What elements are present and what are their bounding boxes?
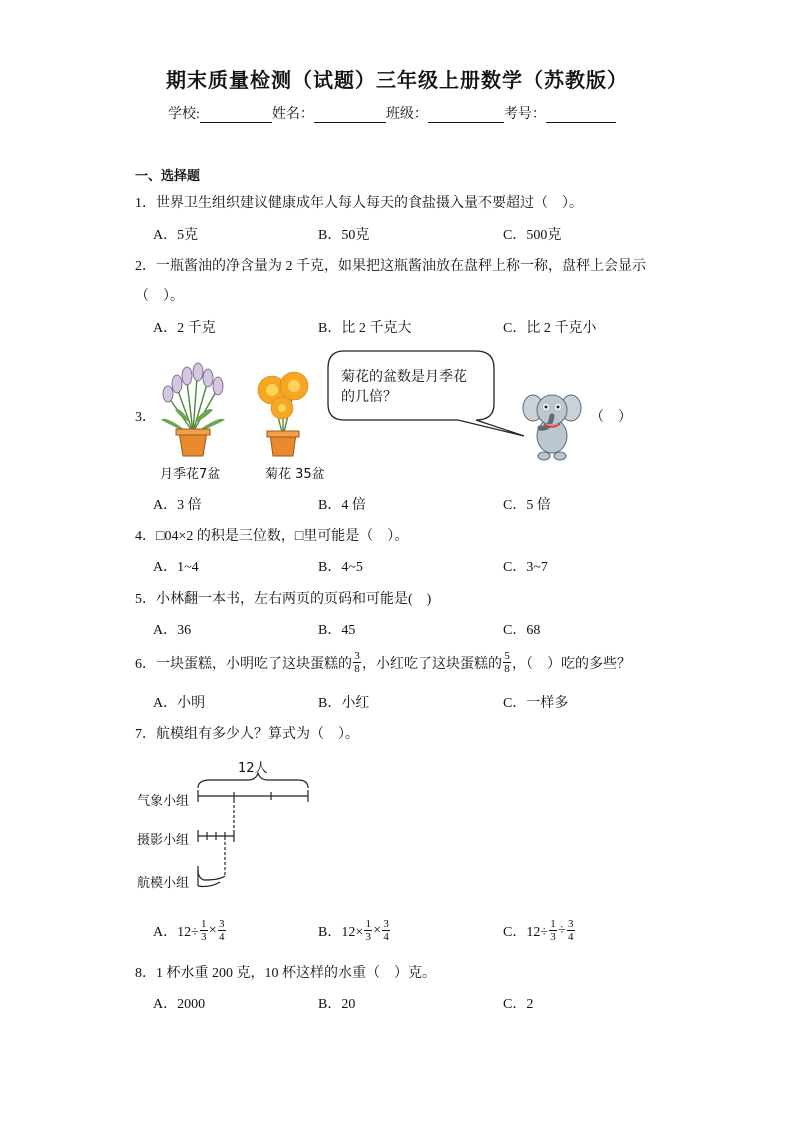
option-text: A．12÷ [153, 924, 199, 940]
question-4: 4．□04×2 的积是三位数，□里可能是（ ）。 [135, 529, 409, 544]
q1-option-b[interactable]: B．50克 [318, 228, 370, 243]
q7-option-b[interactable] [318, 918, 391, 943]
q6-option-c[interactable]: C．一样多 [503, 696, 569, 711]
q6-text-part2: ，小红吃了这块蛋糕的 [362, 656, 502, 672]
fraction-numerator: 3 [383, 918, 389, 930]
row-label-weather: 气象小组 [137, 794, 190, 809]
name-blank[interactable] [314, 108, 386, 123]
bubble-text-line1: 菊花的盆数是月季花 [341, 369, 467, 385]
q1-option-a[interactable]: A．5克 [153, 228, 199, 243]
q8-option-b[interactable]: B．20 [318, 997, 356, 1012]
q6-text-part3: ，（ ）吃的多些？ [512, 656, 631, 672]
rose-label: 月季花7盆 [160, 467, 221, 482]
fraction-numerator: 1 [201, 918, 207, 930]
fraction-3-8 [353, 650, 361, 675]
operator: × [373, 922, 382, 938]
q7-option-a[interactable] [153, 918, 227, 943]
q5-option-b[interactable]: B．45 [318, 623, 356, 638]
name-label: 姓名： [271, 107, 314, 122]
fraction-denominator: 3 [550, 931, 556, 943]
q4-option-c[interactable]: C．3~7 [503, 560, 548, 575]
fraction-3-4 [218, 918, 226, 943]
question-5: 5．小林翻一本书，左右两页的页码和可能是( ) [135, 592, 432, 607]
q4-option-b[interactable]: B．4~5 [318, 560, 363, 575]
q8-option-a[interactable]: A．2000 [153, 997, 206, 1012]
student-info-line [168, 103, 616, 123]
fraction-denominator: 3 [365, 931, 371, 943]
question-7: 7．航模组有多少人？算式为（ ）。 [135, 727, 359, 742]
operator: × [208, 922, 217, 938]
fraction-numerator: 3 [218, 918, 225, 930]
q8-option-c[interactable]: C．2 [503, 997, 534, 1012]
q2-option-a[interactable]: A．2 千克 [153, 321, 216, 336]
fraction-numerator: 1 [550, 918, 556, 930]
question-6 [135, 650, 631, 675]
fraction-numerator: 5 [504, 650, 510, 662]
fraction-3-4 [382, 918, 390, 943]
fraction-numerator: 1 [365, 918, 371, 930]
fraction-3-4 [567, 918, 575, 943]
q5-option-c[interactable]: C．68 [503, 623, 541, 638]
fraction-1-3 [200, 918, 208, 943]
question-3-number: 3． [135, 410, 156, 425]
line-segment-diagram [190, 770, 320, 895]
class-blank[interactable] [428, 108, 504, 123]
q3-option-b[interactable]: B．4 倍 [318, 498, 366, 513]
number-label: 考号： [503, 107, 546, 122]
q6-text-part1: 6．一块蛋糕，小明吃了这块蛋糕的 [135, 656, 352, 672]
q6-option-b[interactable]: B．小红 [318, 696, 370, 711]
daisy-label: 菊花 35盆 [265, 467, 325, 482]
bubble-text-line2: 的几倍？ [341, 389, 397, 405]
row-label-photo: 摄影小组 [137, 833, 190, 848]
fraction-1-3 [364, 918, 372, 943]
option-text: C．12÷ [503, 924, 549, 940]
fraction-numerator: 3 [567, 918, 574, 930]
fraction-1-3 [549, 918, 557, 943]
chrysanthemums-pot-image [252, 362, 314, 458]
question-2-cont: （ ）。 [135, 289, 184, 304]
q5-option-a[interactable]: A．36 [153, 623, 192, 638]
school-label: 学校: [168, 107, 200, 122]
total-people-label: 12人 [238, 761, 268, 776]
fraction-numerator: 3 [354, 650, 360, 662]
option-text: B．12× [318, 924, 364, 940]
section-heading: 一、选择题 [135, 168, 201, 183]
class-label: 班级： [385, 107, 428, 122]
fraction-denominator: 4 [218, 931, 225, 943]
q1-option-c[interactable]: C．500克 [503, 228, 562, 243]
operator: ÷ [558, 922, 566, 938]
question-3-answer-blank[interactable]: （ ） [590, 410, 632, 425]
fraction-denominator: 8 [504, 663, 510, 675]
fraction-5-8 [503, 650, 511, 675]
q3-option-a[interactable]: A．3 倍 [153, 498, 202, 513]
fraction-denominator: 4 [383, 931, 389, 943]
q2-option-b[interactable]: B．比 2 千克大 [318, 321, 412, 336]
elephant-icon [522, 384, 582, 464]
fraction-denominator: 3 [201, 931, 207, 943]
question-1: 1．世界卫生组织建议健康成年人每人每天的食盐摄入量不要超过（ ）。 [135, 196, 583, 211]
q7-option-c[interactable] [503, 918, 576, 943]
fraction-denominator: 8 [354, 663, 360, 675]
school-blank[interactable] [200, 108, 272, 123]
fraction-denominator: 4 [567, 931, 574, 943]
q4-option-a[interactable]: A．1~4 [153, 560, 199, 575]
q3-option-c[interactable]: C．5 倍 [503, 498, 551, 513]
q6-option-a[interactable]: A．小明 [153, 696, 206, 711]
roses-pot-image [155, 360, 230, 458]
number-blank[interactable] [546, 108, 616, 123]
page-title: 期末质量检测（试题）三年级上册数学（苏教版） [166, 70, 628, 92]
question-2: 2．一瓶酱油的净含量为 2 千克，如果把这瓶酱油放在盘秤上称一称，盘秤上会显示 [135, 259, 646, 274]
q2-option-c[interactable]: C．比 2 千克小 [503, 321, 597, 336]
row-label-model: 航模小组 [137, 876, 190, 891]
question-8: 8．1 杯水重 200 克，10 杯这样的水重（ ）克。 [135, 966, 436, 981]
